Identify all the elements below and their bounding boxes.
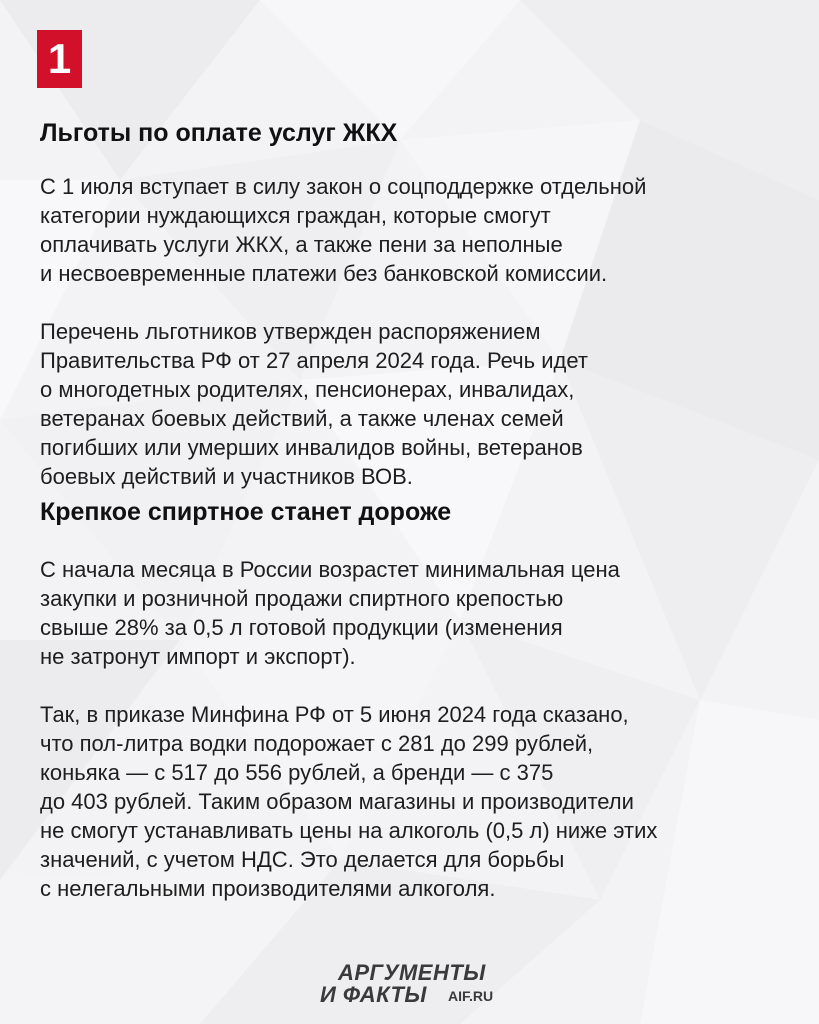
- text-line: значений, с учетом НДС. Это делается для борьбы: [40, 847, 565, 872]
- text-line: не смогут устанавливать цены на алкоголь (0,5 л) ниже этих: [40, 818, 658, 843]
- text-line: с нелегальными производителями алкоголя.: [40, 876, 496, 901]
- text-line: боевых действий и участников ВОВ.: [40, 464, 413, 489]
- text-line: С 1 июля вступает в силу закон о соцподдержке отдельной: [40, 174, 647, 199]
- paragraph: [40, 700, 800, 903]
- aif-logo: [320, 960, 530, 1010]
- logo-line-1: АРГУМЕНТЫ: [338, 960, 486, 985]
- text-line: оплачивать услуги ЖКХ, а также пени за неполные: [40, 232, 563, 257]
- text-line: что пол-литра водки подорожает с 281 до 299 рублей,: [40, 731, 594, 756]
- text-line: до 403 рублей. Таким образом магазины и производители: [40, 789, 634, 814]
- logo-domain: AIF.RU: [448, 988, 494, 1004]
- section-title-alcohol: Крепкое спиртное станет дороже: [40, 498, 452, 526]
- article-content: [40, 116, 800, 903]
- page-number-badge: 1: [37, 30, 82, 88]
- text-line: о многодетных родителях, пенсионерах, инвалидах,: [40, 377, 575, 402]
- text-line: Так, в приказе Минфина РФ от 5 июня 2024 года сказано,: [40, 702, 629, 727]
- text-line: коньяка — с 517 до 556 рублей, а бренди — с 375: [40, 760, 554, 785]
- paragraph: [40, 555, 800, 671]
- text-line: не затронут импорт и экспорт).: [40, 644, 356, 669]
- section-title-utilities: Льготы по оплате услуг ЖКХ: [40, 119, 398, 147]
- text-line: погибших или умерших инвалидов войны, ветеранов: [40, 435, 583, 460]
- text-line: категории нуждающихся граждан, которые смогут: [40, 203, 551, 228]
- logo-line-2: И ФАКТЫ: [320, 982, 427, 1007]
- text-line: и несвоевременные платежи без банковской комиссии.: [40, 261, 608, 286]
- text-line: Правительства РФ от 27 апреля 2024 года. Речь идет: [40, 348, 588, 373]
- text-line: ветеранах боевых действий, а также членах семей: [40, 406, 564, 431]
- paragraph: [40, 317, 800, 491]
- text-line: свыше 28% за 0,5 л готовой продукции (изменения: [40, 615, 563, 640]
- paragraph: [40, 172, 800, 288]
- text-line: С начала месяца в России возрастет минимальная цена: [40, 557, 620, 582]
- text-line: Перечень льготников утвержден распоряжением: [40, 319, 541, 344]
- text-line: закупки и розничной продажи спиртного крепостью: [40, 586, 564, 611]
